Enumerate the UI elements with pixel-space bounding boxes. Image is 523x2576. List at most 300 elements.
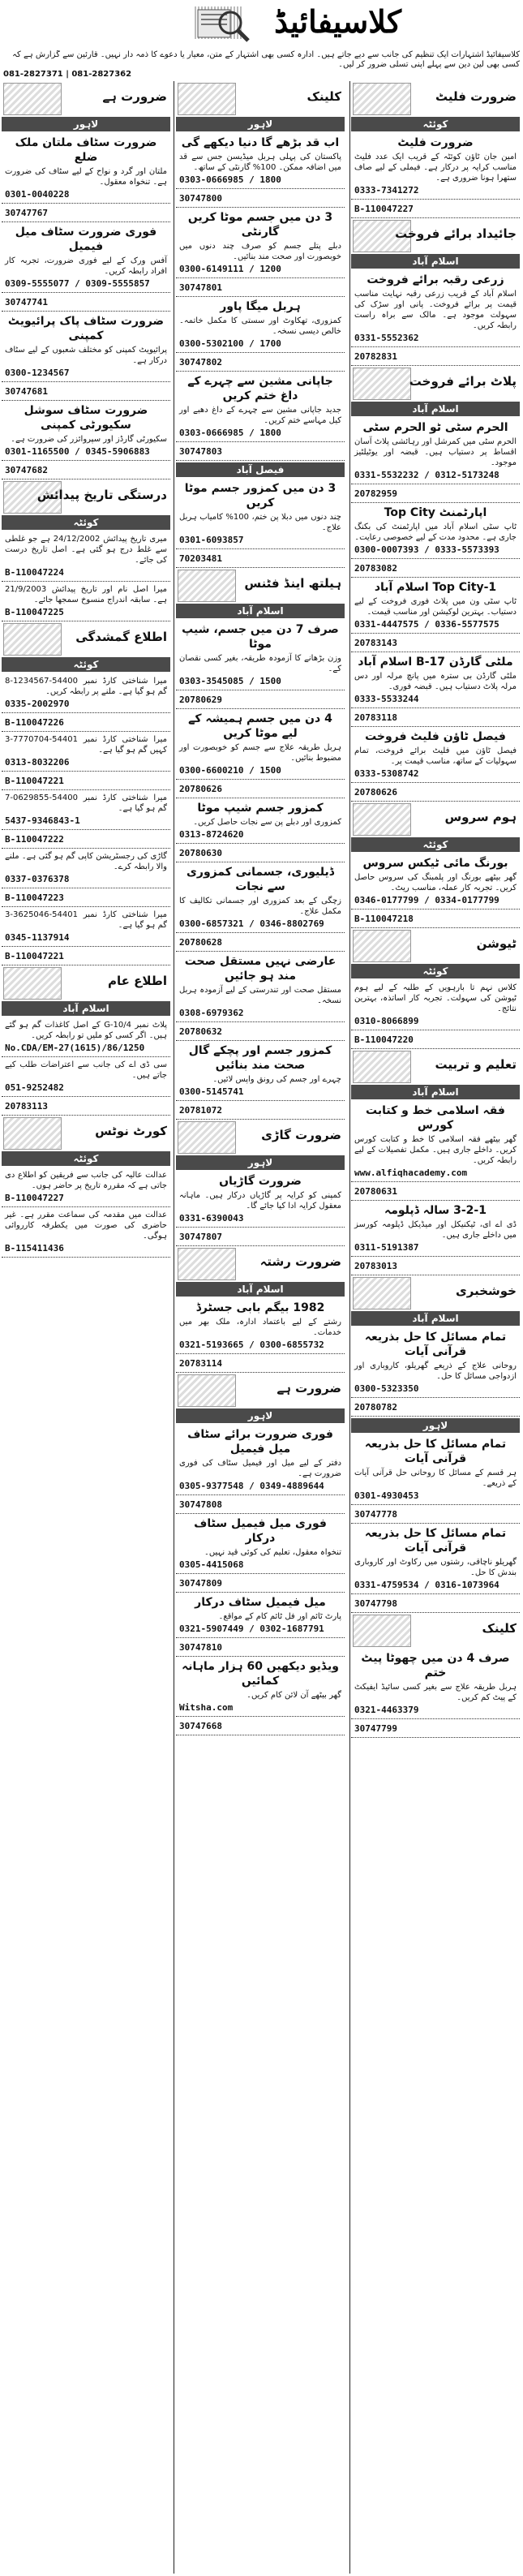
- city-band: کوئٹہ: [351, 964, 520, 978]
- classified-ad: [351, 854, 520, 910]
- ad-headline: فوری ضرورت سٹاف میل فیمیل: [15, 226, 157, 253]
- ad-contact: 30747808: [179, 1499, 222, 1510]
- section-title: کلینک: [307, 89, 341, 104]
- section-illustration: [353, 83, 411, 115]
- classified-ad: [2, 582, 170, 621]
- ad-contact: 0321-4463379: [354, 1705, 419, 1715]
- ad-body: ملتان اور گرد و نواح کے لیے سٹاف کی ضرورت ہے۔ تنخواہ معقول۔: [5, 167, 167, 187]
- ad-body: جدید جاپانی مشین سے چہرے کے داغ دھبے اور کیل مہاسے ختم کریں۔: [179, 406, 341, 425]
- classified-ad: [176, 952, 345, 1022]
- ad-contact: 0300-0007393 / 0333-5573393: [354, 544, 499, 555]
- ad-contact: 0305-4415068: [179, 1559, 244, 1570]
- classified-ad: [2, 907, 170, 947]
- section-illustration: [178, 83, 236, 115]
- intro-body: کلاسیفائیڈ اشتہارات ایک تنظیم کی جانب سے دیے جاتے ہیں۔ ادارہ کسی بھی اشتہار کے متن، معیار یا دعوے کا ذمہ دار نہیں۔ قارئین سے گزارش ہے کہ کسی بھی لین دین سے پہلے اپنی تسلی ضرور کر لیں۔: [12, 50, 520, 69]
- ad-contact: 0309-5555077 / 0309-5555857: [5, 278, 150, 289]
- section-header: [351, 802, 520, 836]
- ad-contact: Witsha.com: [179, 1702, 234, 1713]
- ad-body: پارٹ ٹائم اور فل ٹائم کام کے مواقع۔: [218, 1612, 341, 1621]
- section-header: [176, 568, 345, 602]
- classified-ad: [176, 1041, 345, 1101]
- classified-ad: [351, 783, 520, 802]
- classified-ad: [2, 204, 170, 222]
- classified-ad: [176, 1022, 345, 1041]
- ad-contact: 30747801: [179, 282, 222, 293]
- ad-contact: 0333-5308742: [354, 768, 419, 779]
- section-header: [176, 1373, 345, 1407]
- ad-contact: 20780631: [354, 1186, 397, 1197]
- ad-contact: 0313-8032206: [5, 757, 70, 768]
- ad-headline: ضرورت فلیٹ: [397, 136, 474, 149]
- classified-ad: [2, 1097, 170, 1116]
- ad-contact: 20782831: [354, 351, 397, 362]
- classified-ad: [2, 713, 170, 732]
- section-header: [351, 1275, 520, 1310]
- ad-body: ہربل طریقہ علاج سے بغیر کسی سائیڈ ایفیکٹ کے پیٹ کم کریں۔: [354, 1683, 517, 1702]
- ad-contact: No.CDA/EM-27(1615)/86/1250: [5, 1043, 145, 1053]
- masthead-title: کلاسیفائیڈ: [274, 3, 401, 40]
- classified-ad: [2, 849, 170, 888]
- classified-ad: [351, 1505, 520, 1524]
- ad-body: کلاس نہم تا بارہویں کے طلبہ کے لیے ہوم ٹیوشن کی سہولت۔ تجربہ کار اساتذہ، بہترین نتائج۔: [354, 983, 517, 1013]
- classified-ad: [351, 1327, 520, 1398]
- ad-headline: ضرورت سٹاف سوشل سکیورٹی کمپنی: [24, 404, 148, 432]
- city-band: لاہور: [176, 117, 345, 131]
- ad-headline: Top City-1 اسلام آباد: [374, 581, 497, 594]
- ad-contact: 30747802: [179, 357, 222, 368]
- classified-ad: [351, 1594, 520, 1613]
- ad-headline: زرعی رقبہ برائے فروخت: [367, 273, 504, 286]
- ad-headline: جاپانی مشین سے چہرے کے داغ ختم کریں: [187, 375, 333, 402]
- ad-contact: 20783082: [354, 563, 397, 574]
- ad-headline: عارضی نہیں مستقل صحت مند ہو جائیں: [184, 955, 337, 983]
- classified-ad: [351, 200, 520, 218]
- classified-ad: [176, 862, 345, 933]
- ad-contact: B-110047226: [5, 717, 64, 728]
- section-header: [351, 1049, 520, 1083]
- classified-ad: [351, 1182, 520, 1201]
- classified-ad: [351, 980, 520, 1030]
- section-header: [351, 218, 520, 252]
- ad-headline: ضرورت گاڑیاں: [219, 1175, 302, 1188]
- section-header: [2, 621, 170, 656]
- ad-contact: 20780632: [179, 1026, 222, 1037]
- classified-ad: [176, 133, 345, 189]
- city-band: اسلام آباد: [351, 402, 520, 416]
- ad-body: ہر قسم کے مسائل کا روحانی حل قرآنی آیات کے ذریعے۔: [354, 1469, 517, 1488]
- ad-contact: 0333-5533244: [354, 694, 419, 704]
- ad-contact: 30747799: [354, 1723, 397, 1734]
- ad-headline: 3-2-1 سالہ ڈپلومہ: [384, 1204, 487, 1217]
- classified-ad: [176, 549, 345, 568]
- ad-contact: 0300-5323350: [354, 1383, 419, 1394]
- section-title: تعلیم و تربیت: [435, 1057, 517, 1072]
- ad-contact: 0303-3545085 / 1500: [179, 676, 281, 686]
- classified-ad: [351, 910, 520, 928]
- ad-headline: میل فیمیل سٹاف درکار: [195, 1596, 326, 1609]
- ad-headline: فوری میل فیمیل سٹاف درکار: [194, 1517, 327, 1545]
- ad-body: میرا شناختی کارڈ نمبر 54400-1234567-8 گم ہو گیا ہے۔ ملنے پر رابطہ کریں۔: [5, 677, 167, 696]
- ad-contact: 0345-1137914: [5, 932, 70, 943]
- ad-contact: B-110047218: [354, 914, 414, 924]
- city-band: لاہور: [2, 117, 170, 131]
- ad-contact: 0335-2002970: [5, 699, 70, 709]
- section-header: [351, 928, 520, 962]
- ad-headline: ڈیلیوری، جسمانی کمزوری سے نجات: [186, 866, 334, 893]
- section-title: ضرورت گاڑی: [261, 1128, 341, 1142]
- classified-ad: [176, 353, 345, 372]
- ad-headline: تمام مسائل کا حل بذریعہ قرآنی آیات: [364, 1527, 507, 1555]
- classified-ad: [351, 503, 520, 559]
- ad-contact: 0305-9377548 / 0349-4889644: [179, 1481, 324, 1491]
- ad-body: الحرم سٹی میں کمرشل اور رہائشی پلاٹ آسان اقساط پر دستیاب ہیں۔ قبضہ اور یوٹیلٹیز موجود۔: [354, 437, 517, 467]
- ad-contact: 30747807: [179, 1232, 222, 1242]
- ad-body: دفتر کے لیے میل اور فیمیل سٹاف کی فوری ضرورت ہے۔: [179, 1459, 341, 1478]
- classified-ad: [176, 1717, 345, 1735]
- ad-headline: 3 دن میں جسم موٹا کریں گارنٹی: [187, 211, 333, 239]
- classified-ad: [2, 222, 170, 293]
- ad-headline: ملٹی گارڈن B-17 اسلام آباد: [358, 656, 513, 669]
- section-title: ہوم سروس: [444, 810, 517, 824]
- ad-headline: کمزور جسم اور پچکے گال صحت مند بنائیں: [188, 1044, 332, 1072]
- section-title: اطلاع عام: [107, 974, 167, 988]
- section-title: درستگی تاریخ پیدائش: [36, 488, 167, 502]
- ad-headline: 4 دن میں جسم ہمیشہ کے لیے موٹا کریں: [188, 712, 332, 740]
- ad-contact: 30747741: [5, 297, 48, 307]
- ad-body: عدالت میں مقدمہ کی سماعت مقرر ہے۔ غیر حاضری کی صورت میں یکطرفہ کارروائی ہوگی۔: [5, 1211, 167, 1241]
- classified-ad: [2, 790, 170, 830]
- city-band: اسلام آباد: [351, 254, 520, 269]
- ad-body: میرا شناختی کارڈ نمبر 54401-3625046-3 گم ہو گیا ہے۔: [5, 910, 167, 930]
- classified-ad: [351, 1201, 520, 1257]
- section-title: پلاٹ برائے فروخت: [409, 374, 517, 389]
- classified-ad: [2, 1017, 170, 1057]
- ad-headline: اب قد بڑھے گا دنیا دیکھے گی: [181, 136, 340, 149]
- ad-body: گھر بیٹھے بورنگ اور پلمبنگ کی سروس حاصل کریں۔ تجربہ کار عملہ، مناسب ریٹ۔: [354, 873, 517, 892]
- classified-ad: [176, 297, 345, 353]
- ad-contact: 20780630: [179, 848, 222, 858]
- section-illustration: [3, 967, 62, 1000]
- column-middle: [176, 81, 345, 2574]
- intro-phones: 081-2827371 | 081-2827362: [3, 70, 132, 79]
- ad-body: سکیورٹی گارڈز اور سپروائزر کی ضرورت ہے۔: [11, 435, 167, 444]
- ad-body: روحانی علاج کے ذریعے گھریلو، کاروباری اور ازدواجی مسائل کا حل۔: [354, 1361, 517, 1381]
- section-illustration: [353, 1615, 411, 1647]
- city-band: اسلام آباد: [176, 604, 345, 618]
- ad-contact: B-110047222: [5, 834, 64, 845]
- classified-ad: [351, 1434, 520, 1505]
- classified-ad: [351, 559, 520, 578]
- ad-contact: B-110047221: [5, 776, 64, 786]
- classified-ad: [176, 844, 345, 862]
- ad-body: پلاٹ نمبر G-10/4 کے اصل کاغذات گم ہو گئے ہیں۔ اگر کسی کو ملیں تو رابطہ کریں۔: [5, 1021, 167, 1040]
- classified-ad: [176, 1495, 345, 1514]
- ad-contact: 0301-1165500 / 0345-5906883: [5, 446, 150, 457]
- ad-contact: 0301-6093857: [179, 535, 244, 545]
- classified-ad: [2, 382, 170, 401]
- ad-contact: 0321-5193665 / 0300-6855732: [179, 1340, 324, 1350]
- city-band: لاہور: [351, 1418, 520, 1433]
- classified-ad: [176, 1657, 345, 1717]
- classified-ad: [351, 270, 520, 347]
- section-header: [351, 81, 520, 115]
- classified-ad: [176, 1354, 345, 1373]
- section-title: ہیلتھ اینڈ فٹنس: [244, 576, 341, 591]
- classified-ad: [176, 208, 345, 278]
- ad-contact: 0337-0376378: [5, 874, 70, 884]
- classified-ad: [2, 947, 170, 965]
- ad-contact: 0331-4447575 / 0336-5577575: [354, 619, 499, 630]
- classified-ad: [176, 442, 345, 461]
- classified-ad: [351, 634, 520, 652]
- classified-ad: [176, 780, 345, 798]
- section-illustration: [353, 930, 411, 962]
- classified-ad: [2, 1207, 170, 1258]
- ad-body: فیصل ٹاؤن میں فلیٹ برائے فروخت، تمام سہولیات کے ساتھ، مناسب قیمت پر۔: [354, 746, 517, 766]
- ad-body: میرا شناختی کارڈ نمبر 54400-0629855-7 گم ہو گیا ہے۔: [5, 793, 167, 813]
- ad-contact: 20783118: [354, 712, 397, 723]
- section-header: [351, 1613, 520, 1647]
- ad-contact: 0308-6979362: [179, 1008, 244, 1018]
- classified-ad: [176, 933, 345, 952]
- city-band: کوئٹہ: [2, 1151, 170, 1166]
- classified-ad: [176, 1638, 345, 1657]
- ad-contact: 0303-0666985 / 1800: [179, 428, 281, 438]
- classified-ad: [176, 690, 345, 709]
- city-band: فیصل آباد: [176, 462, 345, 477]
- classified-ad: [351, 1524, 520, 1594]
- ad-body: اسلام آباد کے قریب زرعی رقبہ نہایت مناسب قیمت پر برائے فروخت۔ پانی اور سڑک کی سہولت موجود ہے۔ مالک سے براہ راست رابطہ کریں۔: [354, 290, 517, 330]
- ad-body: تنخواہ معقول، تعلیم کی کوئی قید نہیں۔: [204, 1548, 341, 1557]
- classified-ad: [351, 708, 520, 727]
- classified-ad: [2, 461, 170, 480]
- ad-headline: فوری ضرورت برائے سٹاف میل فیمیل: [187, 1428, 333, 1456]
- section-title: کلینک: [482, 1621, 517, 1636]
- ad-headline: کمزور جسم شیپ موٹا: [197, 802, 324, 815]
- classified-ad: [176, 1574, 345, 1593]
- ad-contact: 0300-6600210 / 1500: [179, 765, 281, 776]
- ad-headline: اپارٹمنٹ Top City: [384, 506, 487, 519]
- ad-contact: 0301-0040228: [5, 189, 70, 200]
- ad-contact: 30747809: [179, 1578, 222, 1589]
- ad-contact: 0331-4759534 / 0316-1073964: [354, 1580, 499, 1590]
- ad-headline: 3 دن میں کمزور جسم موٹا کریں: [184, 482, 337, 510]
- ad-contact: 20780629: [179, 695, 222, 705]
- ad-contact: 20780628: [179, 937, 222, 948]
- ad-body: دبلے پتلے جسم کو صرف چند دنوں میں خوبصورت اور صحت مند بنائیں۔: [179, 242, 341, 261]
- section-illustration: [353, 1051, 411, 1083]
- classified-ad: [176, 1514, 345, 1574]
- ad-body: گھریلو ناچاقی، رشتوں میں رکاوٹ اور کاروباری بندش کا حل۔: [354, 1558, 517, 1577]
- ad-contact: 0331-5532232 / 0312-5173248: [354, 470, 499, 480]
- section-illustration: [178, 570, 236, 602]
- ad-contact: B-110047223: [5, 892, 64, 903]
- city-band: اسلام آباد: [176, 1282, 345, 1297]
- ad-contact: 0331-5552362: [354, 333, 419, 343]
- ad-contact: 30747681: [5, 386, 48, 397]
- ad-body: پرائیویٹ کمپنی کو مختلف شعبوں کے لیے سٹاف درکار ہے۔: [5, 346, 167, 365]
- ad-contact: 0300-6149111 / 1200: [179, 264, 281, 274]
- city-band: کوئٹہ: [351, 837, 520, 852]
- ad-body: ٹاپ سٹی اسلام آباد میں اپارٹمنٹ کی بکنگ جاری ہے۔ محدود مدت کے لیے خصوصی رعایت۔: [354, 523, 517, 542]
- ad-contact: 0346-0177799 / 0334-0177799: [354, 895, 499, 905]
- section-title: ضرورت فلیٹ: [435, 89, 517, 104]
- ad-contact: 30747810: [179, 1642, 222, 1653]
- section-illustration: [3, 83, 62, 115]
- ad-headline: بورنگ مائی ٹیکس سروس: [362, 857, 508, 870]
- ad-contact: 20780626: [354, 787, 397, 798]
- ad-headline: صرف 4 دن میں چھوٹا پیٹ ختم: [361, 1652, 510, 1679]
- ad-headline: ویڈیو دیکھیں 60 ہزار ماہانہ کمائیں: [182, 1660, 339, 1688]
- ad-body: گھر بیٹھے فقہ اسلامی کا خط و کتابت کورس کریں۔ داخلے جاری ہیں۔ مکمل تفصیلات کے لیے رابطہ کریں۔: [354, 1135, 517, 1165]
- classified-ad: [351, 1257, 520, 1275]
- ad-body: کمزوری، تھکاوٹ اور سستی کا مکمل خاتمہ۔ خالص دیسی نسخہ۔: [179, 316, 341, 336]
- classified-ad: [351, 727, 520, 783]
- ad-contact: 30747800: [179, 193, 222, 204]
- classified-ad: [351, 1101, 520, 1182]
- classified-ad: [176, 479, 345, 549]
- section-illustration: [178, 1248, 236, 1280]
- section-title: جائیداد برائے فروخت: [395, 226, 517, 241]
- section-header: [2, 965, 170, 1000]
- column-left: [2, 81, 170, 2574]
- city-band: اسلام آباد: [351, 1085, 520, 1099]
- classified-ad: [176, 189, 345, 208]
- classified-ad: [2, 133, 170, 204]
- classified-ad: [2, 1057, 170, 1097]
- ad-contact: 0321-5907449 / 0302-1687791: [179, 1623, 324, 1634]
- section-title: ٹیوشن: [476, 936, 517, 951]
- ad-body: عدالت عالیہ کی جانب سے فریقین کو اطلاع دی جاتی ہے کہ مقررہ تاریخ پر حاضر ہوں۔: [5, 1171, 167, 1190]
- ad-contact: 0300-5302100 / 1700: [179, 338, 281, 349]
- ad-contact: 20781072: [179, 1105, 222, 1116]
- section-header: [2, 81, 170, 115]
- ad-body: کمپنی کو کرایہ پر گاڑیاں درکار ہیں۔ ماہانہ معقول کرایہ ادا کیا جائے گا۔: [179, 1191, 341, 1211]
- classified-ad: [351, 1649, 520, 1719]
- section-header: [351, 366, 520, 400]
- classified-ad: [2, 673, 170, 713]
- ad-contact: 0303-0666985 / 1800: [179, 174, 281, 185]
- ad-contact: 20783113: [5, 1101, 48, 1112]
- ad-contact: B-110047220: [354, 1034, 414, 1045]
- magnifier-newspaper-icon: [195, 5, 251, 44]
- ad-contact: 70203481: [179, 553, 222, 564]
- section-title: ضرورت ہے: [277, 1381, 341, 1396]
- ad-body: ٹاپ سٹی ون میں پلاٹ فوری فروخت کے لیے دستیاب۔ بہترین لوکیشن اور مناسب قیمت۔: [354, 597, 517, 617]
- section-header: [2, 480, 170, 514]
- ad-contact: 0331-6390043: [179, 1213, 244, 1223]
- ad-contact: 30747668: [179, 1721, 222, 1731]
- masthead: [0, 0, 523, 79]
- ad-body: زچگی کے بعد کمزوری اور جسمانی تکالیف کا مکمل علاج۔: [179, 897, 341, 916]
- ad-contact: 5437-9346843-1: [5, 815, 80, 826]
- ad-contact: 30747767: [5, 208, 48, 218]
- classified-ad: [2, 312, 170, 382]
- classified-ad: [176, 1228, 345, 1246]
- section-illustration: [3, 623, 62, 656]
- ad-contact: 30747798: [354, 1598, 397, 1609]
- classified-ad: [351, 652, 520, 708]
- ad-body: گھر بیٹھے آن لائن کام کریں۔: [246, 1691, 341, 1700]
- classified-ad: [2, 772, 170, 790]
- ad-contact: 0313-8724620: [179, 829, 244, 840]
- column-right: [351, 81, 520, 2574]
- ad-body: چہرے اور جسم کی رونق واپس لائیں۔: [212, 1075, 341, 1084]
- ad-headline: تمام مسائل کا حل بذریعہ قرآنی آیات: [364, 1331, 507, 1358]
- ad-contact: 20783143: [354, 638, 397, 648]
- classified-ad: [351, 484, 520, 503]
- section-illustration: [353, 368, 411, 400]
- classified-ad: [2, 293, 170, 312]
- ad-contact: 30747803: [179, 446, 222, 457]
- column-divider: [349, 81, 350, 2574]
- section-illustration: [353, 1277, 411, 1310]
- ad-contact: B-110047224: [5, 567, 64, 578]
- city-band: اسلام آباد: [351, 1311, 520, 1326]
- ad-body: آفس ورک کے لیے فوری ضرورت، تجربہ کار افراد رابطہ کریں۔: [5, 256, 167, 276]
- city-band: کوئٹہ: [2, 515, 170, 530]
- classified-ad: [2, 888, 170, 907]
- ad-body: چند دنوں میں دبلا پن ختم، 100% کامیاب ہربل علاج۔: [179, 513, 341, 532]
- section-header: [176, 81, 345, 115]
- classified-ad: [2, 531, 170, 582]
- ad-contact: 0333-7341272: [354, 185, 419, 196]
- ad-contact: 0311-5191387: [354, 1242, 419, 1253]
- classified-ad: [176, 1172, 345, 1228]
- classified-ad: [176, 798, 345, 844]
- classified-ad: [2, 1168, 170, 1207]
- ad-body: گاڑی کی رجسٹریشن کاپی گم ہو گئی ہے۔ ملنے والا رابطہ کرے۔: [5, 852, 167, 871]
- ad-body: مستقل صحت اور تندرستی کے لیے آزمودہ ہربل نسخہ۔: [179, 986, 341, 1005]
- ad-contact: 20780782: [354, 1402, 397, 1413]
- classified-ad: [2, 830, 170, 849]
- ad-contact: 0310-8066899: [354, 1016, 419, 1026]
- classified-ad: [351, 1030, 520, 1049]
- ad-contact: B-110047225: [5, 607, 64, 617]
- section-title: خوشخبری: [456, 1284, 517, 1298]
- ad-headline: فقہ اسلامی خط و کتابت کورس: [366, 1104, 505, 1132]
- ad-contact: 0300-5145741: [179, 1086, 244, 1097]
- ad-contact: www.alfiqhacademy.com: [354, 1168, 468, 1178]
- ad-contact: 0301-4930453: [354, 1490, 419, 1501]
- classified-ad: [176, 709, 345, 780]
- classified-ad: [351, 1719, 520, 1738]
- classified-ad: [2, 732, 170, 772]
- ad-headline: ضرورت سٹاف پاک پرائیویٹ کمپنی: [7, 315, 165, 342]
- ad-contact: 0300-1234567: [5, 368, 70, 378]
- ad-body: میری تاریخ پیدائش 24/12/2002 ہے جو غلطی سے غلط درج ہو گئی ہے۔ اصل تاریخ درست کی جائے۔: [5, 535, 167, 565]
- section-header: [176, 1120, 345, 1154]
- ad-headline: صرف 7 دن میں جسم، شیپ موٹا: [182, 623, 339, 651]
- section-title: ضرورت رشتہ: [259, 1254, 341, 1269]
- section-illustration: [3, 1117, 62, 1150]
- classified-ad: [351, 418, 520, 484]
- section-title: ضرورت ہے: [102, 89, 167, 104]
- classified-ad: [351, 133, 520, 200]
- city-band: لاہور: [176, 1408, 345, 1423]
- ad-body: وزن بڑھانے کا آزمودہ طریقہ، بغیر کسی نقصان کے۔: [179, 654, 341, 673]
- classified-ad: [2, 401, 170, 461]
- ad-contact: 0300-6857321 / 0346-8802769: [179, 918, 324, 929]
- intro-text: [3, 50, 520, 80]
- classified-ad: [176, 1298, 345, 1354]
- city-band: لاہور: [176, 1155, 345, 1170]
- ad-body: میرا اصل نام اور تاریخ پیدائش 21/9/2003 ہے۔ سابقہ اندراج منسوخ سمجھا جائے۔: [5, 585, 167, 604]
- city-band: کوئٹہ: [2, 657, 170, 672]
- ad-contact: 20783013: [354, 1261, 397, 1271]
- ad-headline: الحرم سٹی ٹو الحرم سٹی: [362, 421, 508, 434]
- city-band: اسلام آباد: [2, 1001, 170, 1016]
